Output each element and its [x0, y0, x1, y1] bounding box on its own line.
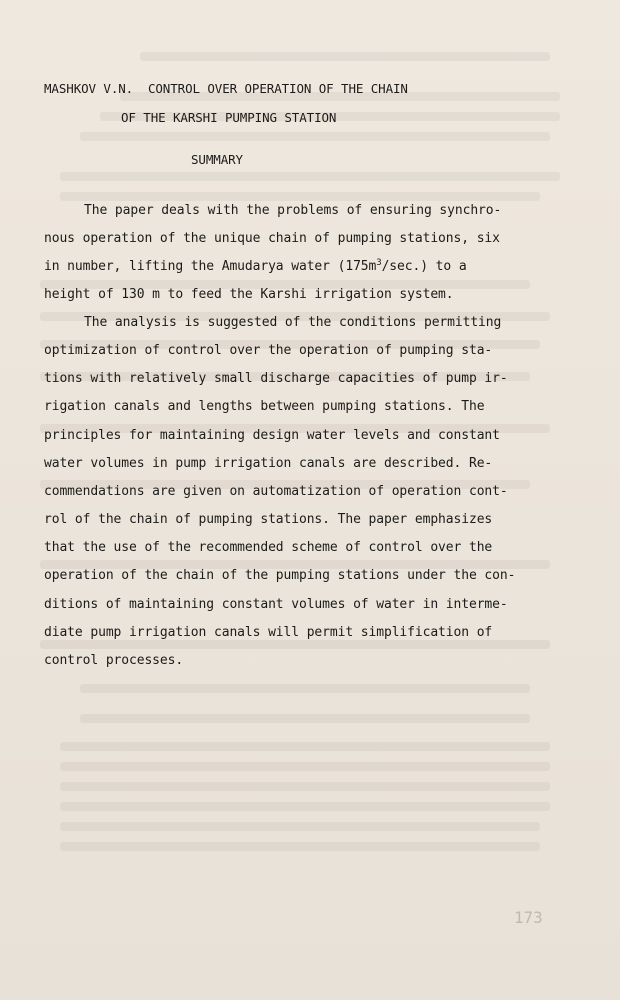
title-line-2: OF THE KARSHI PUMPING STATION [121, 110, 337, 125]
title-line-1: MASHKOV V.N. CONTROL OVER OPERATION OF THE CHAIN [44, 81, 408, 96]
paragraph-2-line: rigation canals and lengths between pumping stations. The [44, 399, 485, 414]
section-heading-summary: SUMMARY [191, 152, 243, 167]
line-3-text-end: /sec.) to a [381, 259, 467, 274]
paragraph-2-line: tions with relatively small discharge capacities of pump ir- [44, 371, 508, 386]
paragraph-2-line: water volumes in pump irrigation canals are described. Re- [44, 456, 493, 471]
paragraph-2-line: operation of the chain of the pumping stations under the con- [44, 568, 516, 583]
paragraph-2-line: rol of the chain of pumping stations. The paper emphasizes [44, 512, 493, 527]
paragraph-2-line: optimization of control over the operation of pumping sta- [44, 343, 493, 358]
paragraph-1-line-3 [44, 259, 467, 275]
page-number: 173 [514, 908, 543, 927]
paragraph-2-line: ditions of maintaining constant volumes of water in interme- [44, 597, 508, 612]
line-3-text: in number, lifting the Amudarya water (175m [44, 259, 377, 274]
paragraph-2-line: commendations are given on automatization of operation cont- [44, 484, 508, 499]
paragraph-2-line: that the use of the recommended scheme of control over the [44, 540, 493, 555]
paragraph-1-line-1: The paper deals with the problems of ensuring synchro- [84, 203, 502, 218]
paragraph-1-line-4: height of 130 m to feed the Karshi irrigation system. [44, 287, 454, 302]
paragraph-2-line: The analysis is suggested of the conditions permitting [84, 315, 502, 330]
paragraph-1-line-2: nous operation of the unique chain of pumping stations, six [44, 231, 500, 246]
paragraph-2-line: principles for maintaining design water levels and constant [44, 428, 500, 443]
paragraph-2-line: control processes. [44, 653, 184, 668]
superscript-3: 3 [376, 258, 382, 268]
paragraph-2-line: diate pump irrigation canals will permit simplification of [44, 625, 493, 640]
